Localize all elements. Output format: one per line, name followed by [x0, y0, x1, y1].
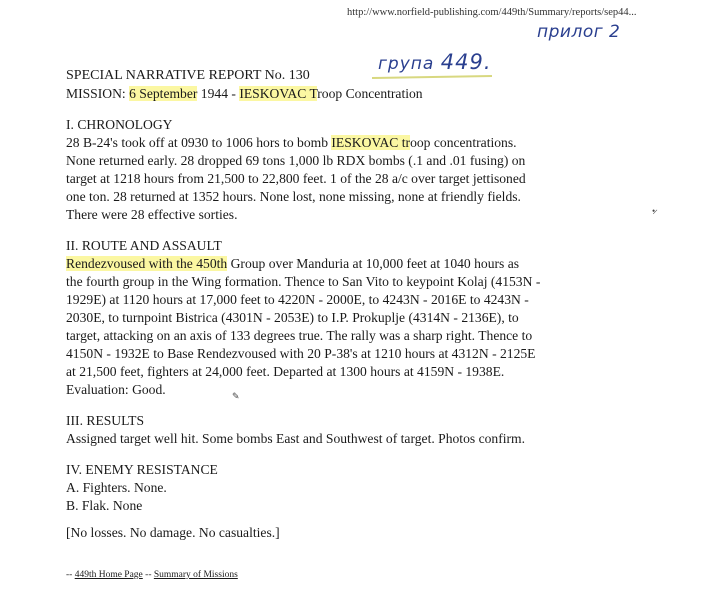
route-line: 1929E) at 1120 hours at 17,000 feet to 4220N - 2000E, to 4243N - 2016E to 4243N -	[66, 292, 529, 307]
route-line	[66, 255, 626, 273]
stray-mark: ✎	[232, 391, 240, 401]
handwritten-annex-note: прилог 2	[537, 22, 621, 42]
route-line: target, attacking on an axis of 133 degrees true. The rally was a sharp right. Thence to	[66, 328, 533, 343]
margin-mark: •̷	[652, 206, 656, 216]
enemy-fighters: A. Fighters. None.	[66, 480, 167, 495]
chronology-heading: I. CHRONOLOGY	[66, 117, 173, 132]
enemy-heading: IV. ENEMY RESISTANCE	[66, 462, 218, 477]
route-line: the fourth group in the Wing formation. Thence to San Vito to keypoint Kolaj (4153N -	[66, 274, 541, 289]
report-title: SPECIAL NARRATIVE REPORT No. 130	[66, 68, 310, 83]
route-heading: II. ROUTE AND ASSAULT	[66, 238, 222, 253]
report-body	[66, 67, 626, 542]
enemy-flak: B. Flak. None	[66, 498, 143, 513]
mission-date: 6 September	[129, 86, 198, 101]
route-line: at 21,500 feet, fighters at 24,000 feet. Departed at 1300 hours at 4159N - 1938E.	[66, 364, 505, 379]
results-line: Assigned target well hit. Some bombs East and Southwest of target. Photos confirm.	[66, 431, 525, 446]
chronology-line: There were 28 effective sorties.	[66, 207, 238, 222]
closing-note: [No losses. No damage. No casualties.]	[66, 525, 280, 540]
route-rendezvous-highlight: Rendezvoused with the 450th	[66, 256, 228, 271]
footer-nav	[66, 570, 238, 580]
route-evaluation: Evaluation: Good.	[66, 382, 166, 397]
chronology-line	[66, 134, 626, 152]
footer-separator: --	[142, 570, 154, 580]
footer-prefix: --	[66, 570, 75, 580]
handwritten-group-number: 449.	[440, 50, 492, 74]
mission-line	[66, 85, 626, 103]
route-line: 2030E, to turnpoint Bistrica (4301N - 2053E) to I.P. Prokuplje (4314N - 2136E), to	[66, 310, 519, 325]
mission-year: 1944 -	[197, 86, 240, 101]
route-line: 4150N - 1932E to Base Rendezvoused with 20 P-38's at 1210 hours at 4312N - 2125E	[66, 346, 536, 361]
chronology-target-highlight: IESKOVAC tr	[331, 135, 411, 150]
source-url: http://www.norfield-publishing.com/449th/Summary/reports/sep44...	[347, 7, 637, 18]
chronology-line: target at 1218 hours from 21,500 to 22,800 feet. 1 of the 28 a/c over target jettisoned	[66, 171, 526, 186]
chronology-text: 28 B-24's took off at 0930 to 1006 hors to bomb	[66, 135, 332, 150]
handwritten-group-label: група	[378, 54, 435, 74]
mission-target-highlight: IESKOVAC T	[239, 86, 318, 101]
summary-of-missions-link[interactable]: Summary of Missions	[153, 570, 238, 580]
mission-target-rest: roop Concentration	[317, 86, 423, 101]
chronology-text: oop concentrations.	[410, 135, 517, 150]
mission-label: MISSION:	[66, 86, 130, 101]
results-heading: III. RESULTS	[66, 413, 145, 428]
chronology-line: None returned early. 28 dropped 69 tons 1,000 lb RDX bombs (.1 and .01 fusing) on	[66, 153, 526, 168]
chronology-line: one ton. 28 returned at 1352 hours. None lost, none missing, none at friendly fields.	[66, 189, 521, 204]
route-text: Group over Manduria at 10,000 feet at 1040 hours as	[227, 256, 520, 271]
home-page-link[interactable]: 449th Home Page	[74, 570, 143, 580]
